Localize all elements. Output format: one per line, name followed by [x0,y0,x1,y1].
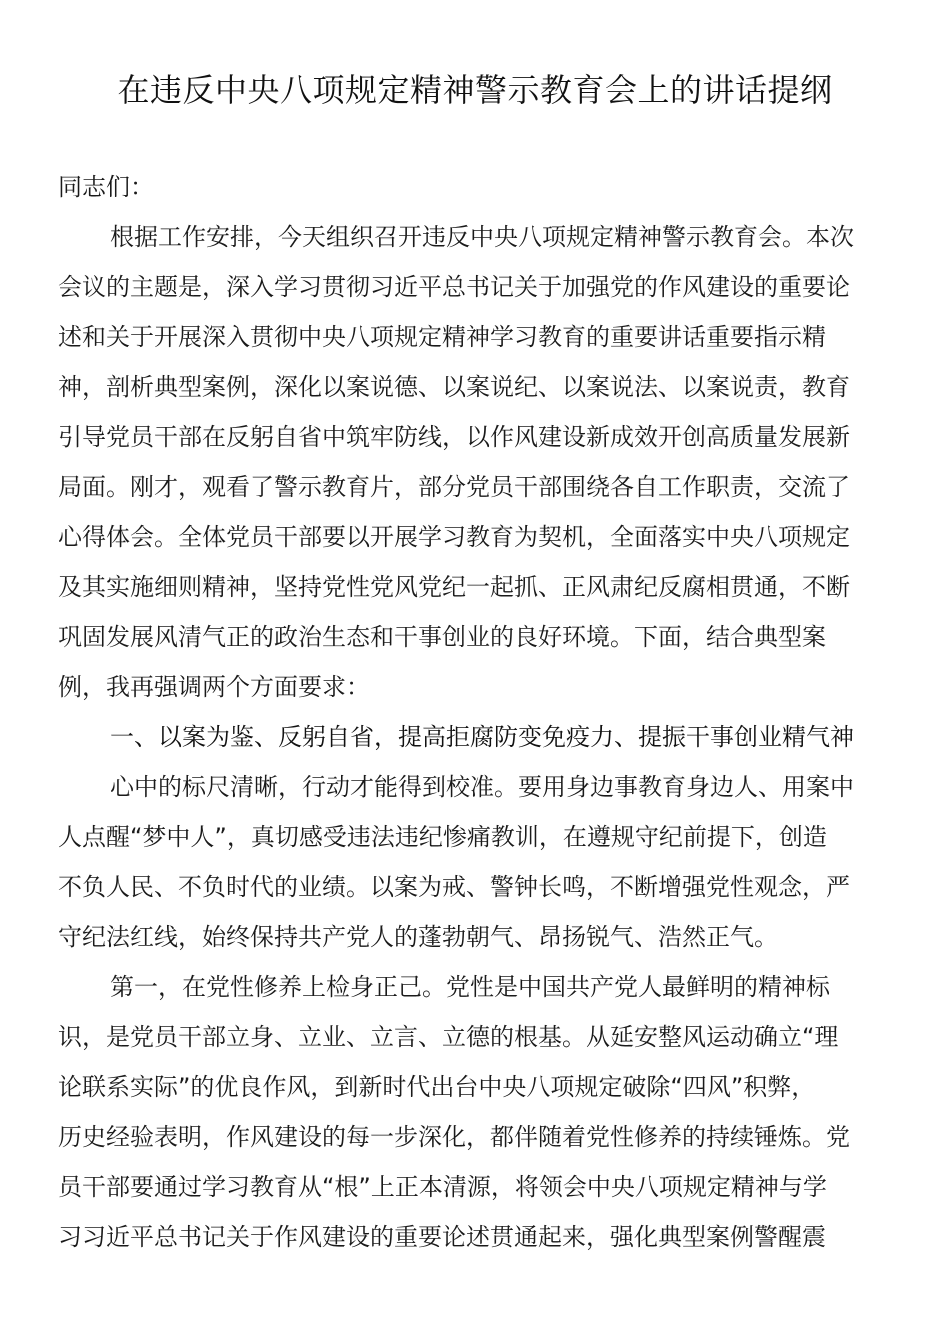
paragraph-line: 人点醒“梦中人”，真切感受违法违纪惨痛教训，在遵规守纪前提下，创造 [58,823,827,851]
paragraph-line: 识，是党员干部立身、立业、立言、立德的根基。从延安整风运动确立“理 [58,1023,839,1051]
paragraph-line: 心中的标尺清晰，行动才能得到校准。要用身边事教育身边人、用案中 [110,773,854,801]
paragraph-line: 论联系实际”的优良作风，到新时代出台中央八项规定破除“四风”积弊， [58,1073,816,1101]
paragraph-line: 神，剖析典型案例，深化以案说德、以案说纪、以案说法、以案说责，教育 [58,373,850,401]
paragraph-line: 习习近平总书记关于作风建设的重要论述贯通起来，强化典型案例警醒震 [58,1223,826,1251]
paragraph-line: 会议的主题是，深入学习贯彻习近平总书记关于加强党的作风建设的重要论 [58,273,850,301]
paragraph-line: 心得体会。全体党员干部要以开展学习教育为契机，全面落实中央八项规定 [58,523,850,551]
paragraph-line: 例，我再强调两个方面要求： [58,673,370,701]
document-title: 在违反中央八项规定精神警示教育会上的讲话提纲 [117,71,833,109]
paragraph-line: 根据工作安排，今天组织召开违反中央八项规定精神警示教育会。本次 [110,223,854,251]
paragraph-line: 述和关于开展深入贯彻中央八项规定精神学习教育的重要讲话重要指示精 [58,323,826,351]
paragraph-line: 历史经验表明，作风建设的每一步深化，都伴随着党性修养的持续锤炼。党 [58,1123,850,1151]
salutation-line: 同志们： [58,173,154,201]
paragraph-line: 巩固发展风清气正的政治生态和干事创业的良好环境。下面，结合典型案 [58,623,826,651]
paragraph-line: 守纪法红线，始终保持共产党人的蓬勃朝气、昂扬锐气、浩然正气。 [58,923,778,951]
paragraph-line: 引导党员干部在反躬自省中筑牢防线，以作风建设新成效开创高质量发展新 [58,423,850,451]
paragraph-line: 不负人民、不负时代的业绩。以案为戒、警钟长鸣，不断增强党性观念，严 [58,873,850,901]
document-body [58,162,898,1262]
paragraph-line: 第一，在党性修养上检身正己。党性是中国共产党人最鲜明的精神标 [110,973,830,1001]
paragraph-line: 及其实施细则精神，坚持党性党风党纪一起抓、正风肃纪反腐相贯通，不断 [58,573,850,601]
paragraph-line: 员干部要通过学习教育从“根”上正本清源，将领会中央八项规定精神与学 [58,1173,827,1201]
paragraph-line: 局面。刚才，观看了警示教育片，部分党员干部围绕各自工作职责，交流了 [58,473,850,501]
section-heading: 一、以案为鉴、反躬自省，提高拒腐防变免疫力、提振干事创业精气神 [110,723,854,751]
